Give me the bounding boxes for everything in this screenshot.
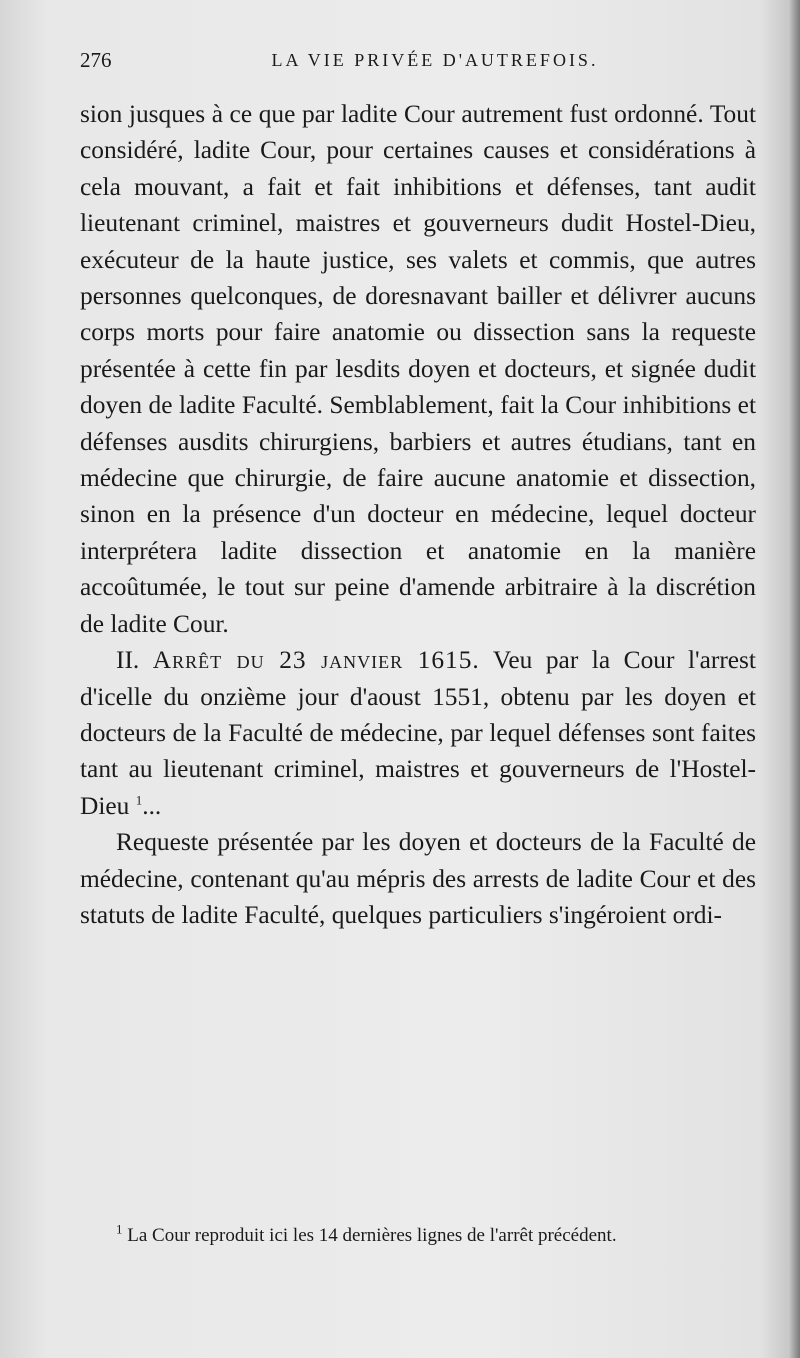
paragraph-2-text: Veu par la Cour l'arrest d'icelle du onzième jour d'aoust 1551, obtenu par les doyen et docteurs de la Faculté de médecine, par lequel défenses sont faites tant au lieutenant criminel, maistres et gouverneurs de l'Hostel-Dieu bbox=[80, 646, 756, 820]
section-title: Arrêt du 23 janvier 1615. bbox=[152, 646, 480, 675]
footnote-text: La Cour reproduit ici les 14 dernières lignes de l'arrêt précédent. bbox=[127, 1225, 617, 1246]
paragraph-2-ellipsis: ... bbox=[142, 791, 162, 820]
footnote-reference: 1 bbox=[135, 792, 143, 808]
page-header bbox=[80, 44, 760, 80]
footnote bbox=[80, 1222, 756, 1249]
body-text bbox=[80, 96, 756, 933]
footnote-marker: 1 bbox=[116, 1221, 123, 1237]
paragraph-2 bbox=[80, 642, 756, 824]
page-number: 276 bbox=[80, 48, 112, 72]
paragraph-3: Requeste présentée par les doyen et docteurs de la Faculté de médecine, contenant qu'au mépris des arrests de ladite Cour et des statuts de ladite Faculté, quelques particuliers s'ingéroient ordi- bbox=[80, 828, 756, 929]
section-number: II. bbox=[116, 646, 140, 675]
running-head: LA VIE PRIVÉE D'AUTREFOIS. bbox=[271, 50, 599, 70]
page-edge-shadow bbox=[788, 0, 800, 1358]
paragraph-1: sion jusques à ce que par ladite Cour autrement fust ordonné. Tout considéré, ladite Cour, pour certaines causes et considérations à cela mouvant, a fait et fait inhibitions et défenses, tant audit lieutenant criminel, maistres et gouverneurs dudit Hostel-Dieu, exécuteur de la haute justice, ses valets et commis, que autres personnes quelconques, de doresnavant bailler et délivrer aucuns corps morts pour faire anatomie ou dissection sans la requeste présentée à cette fin par lesdits doyen et docteurs, et signée dudit doyen de ladite Faculté. Semblablement, fait la Cour inhibitions et défenses ausdits chirurgiens, barbiers et autres étudians, tant en médecine que chirurgie, de faire aucune anatomie et dissection, sinon en la présence d'un docteur en médecine, lequel docteur interprétera ladite dissection et anatomie en la manière accoûtumée, le tout sur peine d'amende arbitraire à la discrétion de ladite Cour. bbox=[80, 100, 756, 638]
